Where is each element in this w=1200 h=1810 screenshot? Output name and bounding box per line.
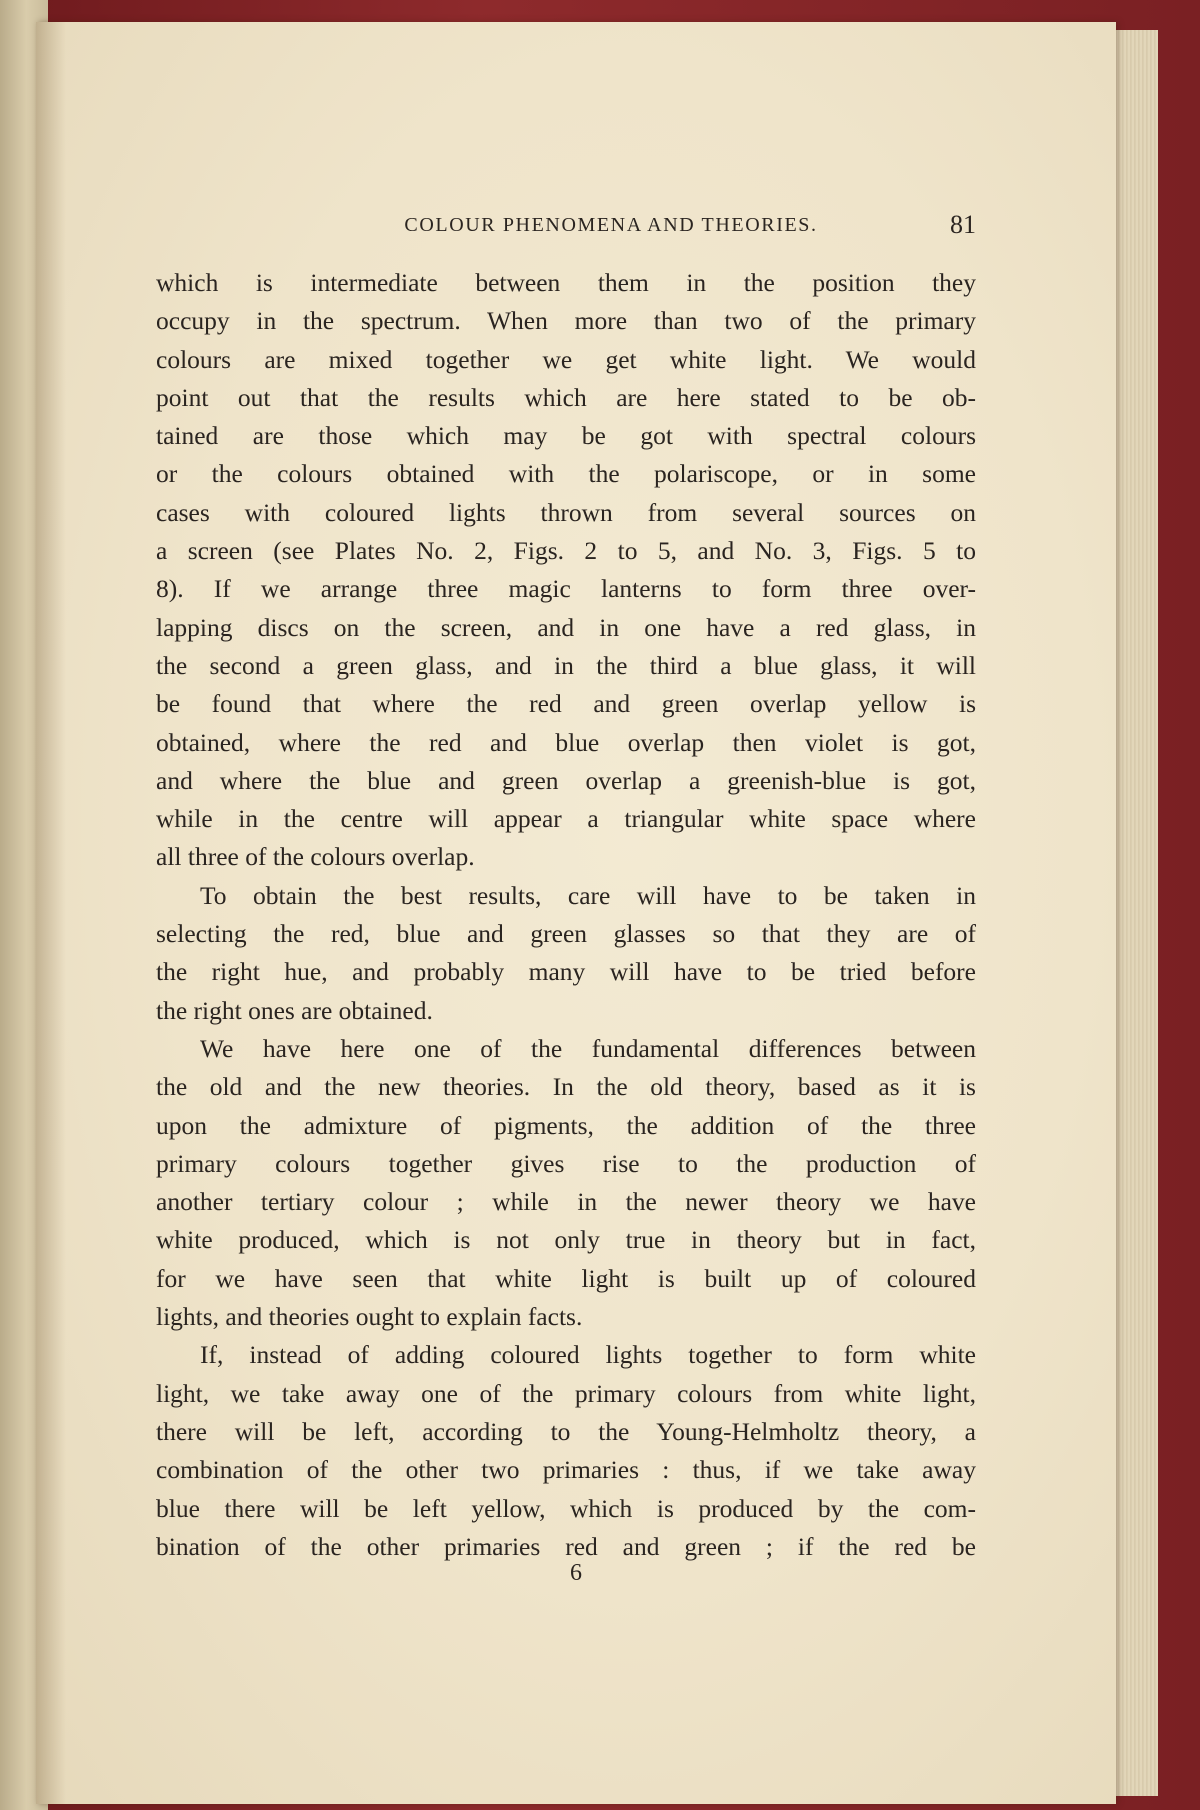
text-line: light, we take away one of the primary colours from white light, <box>156 1378 976 1408</box>
text-line: the right ones are obtained. <box>156 995 433 1025</box>
paragraph <box>156 877 976 1030</box>
paragraph <box>156 1336 976 1566</box>
text-line: while in the centre will appear a triangular white space where <box>156 804 976 834</box>
text-line: occupy in the spectrum. When more than two of the primary <box>156 306 976 336</box>
running-title: COLOUR PHENOMENA AND THEORIES. <box>404 214 818 236</box>
text-line: 8). If we arrange three magic lanterns to form three over- <box>156 574 976 604</box>
text-line: combination of the other two primaries : thus, if we take away <box>156 1455 976 1485</box>
book-page <box>36 22 1116 1804</box>
text-line: the right hue, and probably many will have to be tried before <box>156 957 976 987</box>
paragraph <box>156 264 976 877</box>
text-line: white produced, which is not only true in theory but in fact, <box>156 1225 976 1255</box>
body-text <box>156 264 976 1566</box>
text-line: bination of the other primaries red and green ; if the red be <box>156 1531 976 1561</box>
text-line: point out that the results which are here stated to be ob- <box>156 382 976 412</box>
text-line: lapping discs on the screen, and in one have a red glass, in <box>156 612 976 642</box>
text-line: upon the admixture of pigments, the addition of the three <box>156 1110 976 1140</box>
text-line: cases with coloured lights thrown from several sources on <box>156 497 976 527</box>
text-line: the old and the new theories. In the old theory, based as it is <box>156 1072 976 1102</box>
page-number: 81 <box>950 210 976 239</box>
gutter-shadow <box>36 22 66 1804</box>
text-line: blue there will be left yellow, which is produced by the com- <box>156 1493 976 1523</box>
text-line: which is intermediate between them in the position they <box>156 268 976 297</box>
text-line: obtained, where the red and blue overlap then violet is got, <box>156 727 976 757</box>
signature-mark: 6 <box>570 1560 582 1586</box>
text-line: To obtain the best results, care will have to be taken in <box>200 880 976 910</box>
text-line: all three of the colours overlap. <box>156 842 475 872</box>
text-line: If, instead of adding coloured lights together to form white <box>200 1340 976 1370</box>
text-line: a screen (see Plates No. 2, Figs. 2 to 5, and No. 3, Figs. 5 to <box>156 536 976 566</box>
text-line: lights, and theories ought to explain facts. <box>156 1302 583 1332</box>
text-line: another tertiary colour ; while in the newer theory we have <box>156 1187 976 1217</box>
text-line: selecting the red, blue and green glasses so that they are of <box>156 919 976 949</box>
text-line: be found that where the red and green overlap yellow is <box>156 689 976 719</box>
paragraph <box>156 1030 976 1336</box>
running-header <box>156 210 976 250</box>
text-line: primary colours together gives rise to the production of <box>156 1148 976 1178</box>
text-line: tained are those which may be got with spectral colours <box>156 421 976 451</box>
text-line: colours are mixed together we get white light. We would <box>156 344 976 374</box>
text-line: the second a green glass, and in the third a blue glass, it will <box>156 650 976 680</box>
text-line: We have here one of the fundamental differences between <box>200 1033 976 1063</box>
text-line: there will be left, according to the Young-Helmholtz theory, a <box>156 1416 976 1446</box>
text-line: and where the blue and green overlap a greenish-blue is got, <box>156 765 976 795</box>
text-line: or the colours obtained with the polariscope, or in some <box>156 459 976 489</box>
text-line: for we have seen that white light is built up of coloured <box>156 1263 976 1293</box>
